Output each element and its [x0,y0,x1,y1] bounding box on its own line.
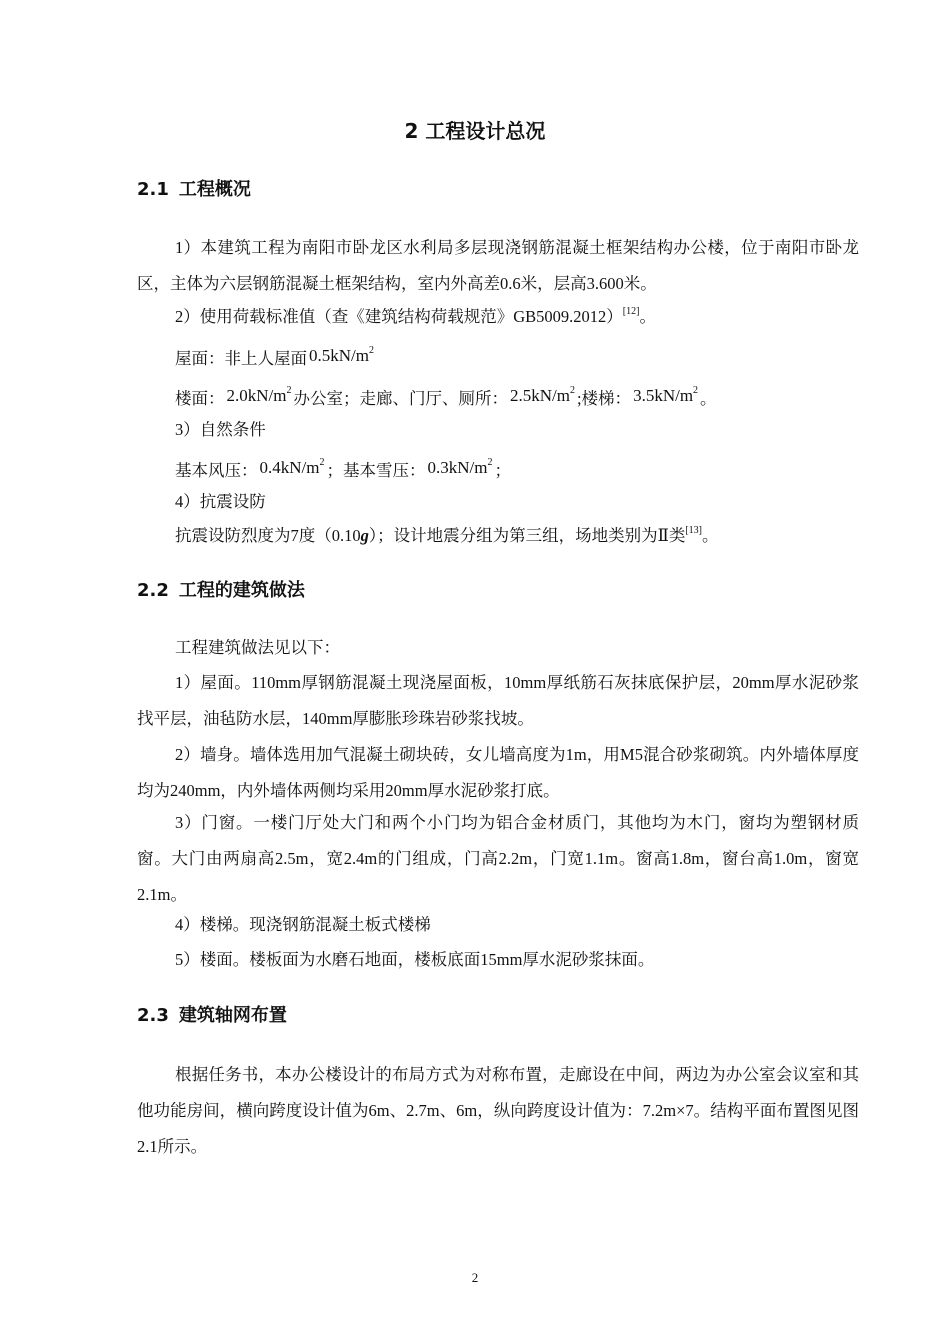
page-number: 2 [471,1270,479,1285]
snow-pressure-label: ；基本雪压： [326,461,426,480]
chapter-title: 2 工程设计总况 [404,119,546,143]
section-title: 工程的建筑做法 [178,580,305,601]
office-load-value: 2.0kN/m [226,386,287,405]
roof-load-value: 0.5kN/m [309,346,369,365]
section-title: 工程概况 [178,179,251,200]
gravity-symbol: g [360,526,369,545]
section-number: 2.3 [137,1005,169,1026]
practices-intro: 工程建筑做法见以下： [175,638,340,657]
wind-pressure-value: 0.4kN/m [259,458,320,477]
roof-load-formula [309,346,374,365]
stair-load-value: 3.5kN/m [633,386,694,405]
punctuation: 。 [639,307,656,326]
seismic-text: 抗震设防烈度为7度（0.10 [175,526,361,545]
item-floors: 5）楼面。楼板面为水磨石地面，楼板底面15mm厚水泥砂浆抹面。 [175,950,655,969]
floor-load-label: 楼面： [175,389,225,408]
superscript-2: 2 [368,345,374,356]
paragraph-load-standard [175,302,656,332]
roof-load-label: 屋面：非上人屋面 [175,349,307,368]
corridor-load-formula [510,386,575,405]
snow-pressure-formula [427,458,492,477]
item-roof: 1）屋面。110mm厚钢筋混凝土现浇屋面板，10mm厚纸筋石灰抹底保护层，20mm厚水泥砂浆找平层，油毡防水层，140mm厚膨胀珍珠岩砂浆找坡。 [137,673,859,728]
corridor-load-label: 办公室；走廊、门厅、厕所： [293,389,508,408]
citation-ref: [12] [622,306,640,317]
paragraph-axis-layout: 根据任务书，本办公楼设计的布局方式为对称布置，走廊设在中间，两边为办公室会议室和其他功能房间，横向跨度设计值为6m、2.7m、6m，纵向跨度设计值为：7.2m×7。结构平面布置图见图2.1所示。 [137,1065,859,1156]
seismic-line [175,521,719,551]
stair-load-formula [633,386,698,405]
item-doors-windows: 3）门窗。一楼门厅处大门和两个小门均为铝合金材质门，其他均为木门，窗均为塑钢材质窗。大门由两扇高2.5m，宽2.4m的门组成，门高2.2m，门宽1.1m。窗高1.8m，窗台高1.0m，窗宽2.1m。 [137,813,859,904]
section-heading-2-1 [137,176,251,204]
section-number: 2.1 [137,179,169,200]
floor-load-line [175,381,717,414]
punctuation: 。 [700,389,717,408]
corridor-load-value: 2.5kN/m [509,386,570,405]
superscript-2: 2 [319,457,325,468]
wind-snow-line [175,453,511,486]
item-walls: 2）墙身。墙体选用加气混凝土砌块砖，女儿墙高度为1m，用M5混合砂浆砌筑。内外墙体厚度均为240mm，内外墙体两侧均采用20mm厚水泥砂浆打底。 [137,745,859,800]
wind-pressure-label: 基本风压： [175,461,258,480]
stair-load-label: ;楼梯： [576,389,632,408]
citation-ref: [13] [685,525,703,536]
wind-pressure-formula [260,458,325,477]
roof-load-line [175,341,376,374]
section-title: 建筑轴网布置 [178,1005,287,1026]
seismic-text-2: ）；设计地震分组为第三组，场地类别为Ⅱ类 [368,526,686,545]
superscript-2: 2 [487,457,493,468]
seismic-heading: 4）抗震设防 [175,492,266,511]
section-heading-2-2 [137,577,305,605]
item-stairs: 4）楼梯。现浇钢筋混凝土板式楼梯 [175,915,431,934]
natural-conditions-heading: 3）自然条件 [175,420,266,439]
section-heading-2-3 [137,1002,287,1030]
section-number: 2.2 [137,580,169,601]
snow-pressure-value: 0.3kN/m [427,458,488,477]
paragraph-project-overview: 1）本建筑工程为南阳市卧龙区水利局多层现浇钢筋混凝土框架结构办公楼，位于南阳市卧龙区，主体为六层钢筋混凝土框架结构，室内外高差0.6米，层高3.600米。 [137,238,859,293]
superscript-2: 2 [286,385,292,396]
punctuation: 。 [702,526,719,545]
load-standard-text: 2）使用荷载标准值（查《建筑结构荷载规范》GB5009.2012） [175,307,623,326]
superscript-2: 2 [569,385,575,396]
office-load-formula [227,386,292,405]
punctuation: ； [494,461,511,480]
superscript-2: 2 [693,385,699,396]
